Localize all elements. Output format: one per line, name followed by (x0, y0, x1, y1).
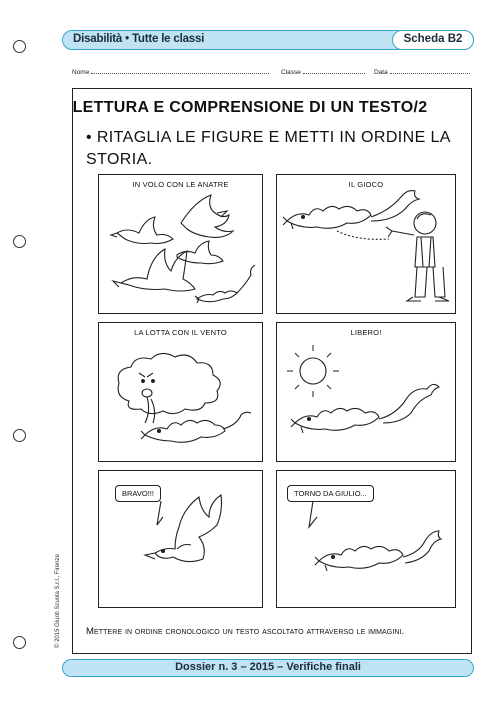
class-field (303, 68, 365, 74)
wind-illustration (99, 323, 261, 460)
panel-5-speech-bubble: BRAVO!!! (115, 485, 161, 502)
binder-hole-4 (13, 636, 26, 649)
return-illustration (277, 471, 454, 606)
form-date (374, 68, 470, 76)
ducks-illustration (99, 175, 261, 312)
panel-6-speech-bubble: TORNO DA GIULIO... (287, 485, 374, 502)
name-field (91, 68, 269, 74)
activity-caption: Mettere in ordine cronologico un testo ascoltato attraverso le immagini. (86, 626, 405, 637)
panel-2-label: IL GIOCO (348, 180, 384, 189)
story-panel-1[interactable] (98, 174, 263, 314)
header-bar (62, 30, 474, 50)
footer-bar: Dossier n. 3 – 2015 – Verifiche finali (62, 659, 474, 677)
story-panel-3[interactable] (98, 322, 263, 462)
worksheet-title: LETTURA E COMPRENSIONE DI UN TESTO/2 (72, 99, 428, 116)
binder-hole-2 (13, 235, 26, 248)
date-field (390, 68, 470, 74)
binder-hole-1 (13, 40, 26, 53)
binder-hole-3 (13, 429, 26, 442)
date-label: Data (374, 69, 388, 76)
header-subject: Disabilità • Tutte le classi (73, 33, 205, 45)
class-label: Classe (281, 69, 301, 76)
story-panel-4[interactable] (276, 322, 456, 462)
sheet-badge: Scheda B2 (392, 30, 474, 50)
story-panel-5[interactable] (98, 470, 263, 608)
worksheet-instruction: • RITAGLIA LE FIGURE E METTI IN ORDINE LA STORIA. (86, 129, 450, 168)
story-panel-6[interactable] (276, 470, 456, 608)
form-class (281, 68, 365, 76)
panel-1-label: IN VOLO CON LE ANATRE (132, 180, 229, 189)
name-label: Nome (72, 69, 90, 76)
copyright-notice: © 2015 Giunti Scuola S.r.l., Firenze (55, 554, 61, 648)
panel-3-label: LA LOTTA CON IL VENTO (134, 328, 227, 337)
duck-illustration (99, 471, 261, 606)
game-illustration (277, 175, 454, 312)
form-name (72, 68, 269, 76)
panel-4-label: LIBERO! (350, 328, 382, 337)
story-panel-2[interactable] (276, 174, 456, 314)
free-illustration (277, 323, 454, 460)
